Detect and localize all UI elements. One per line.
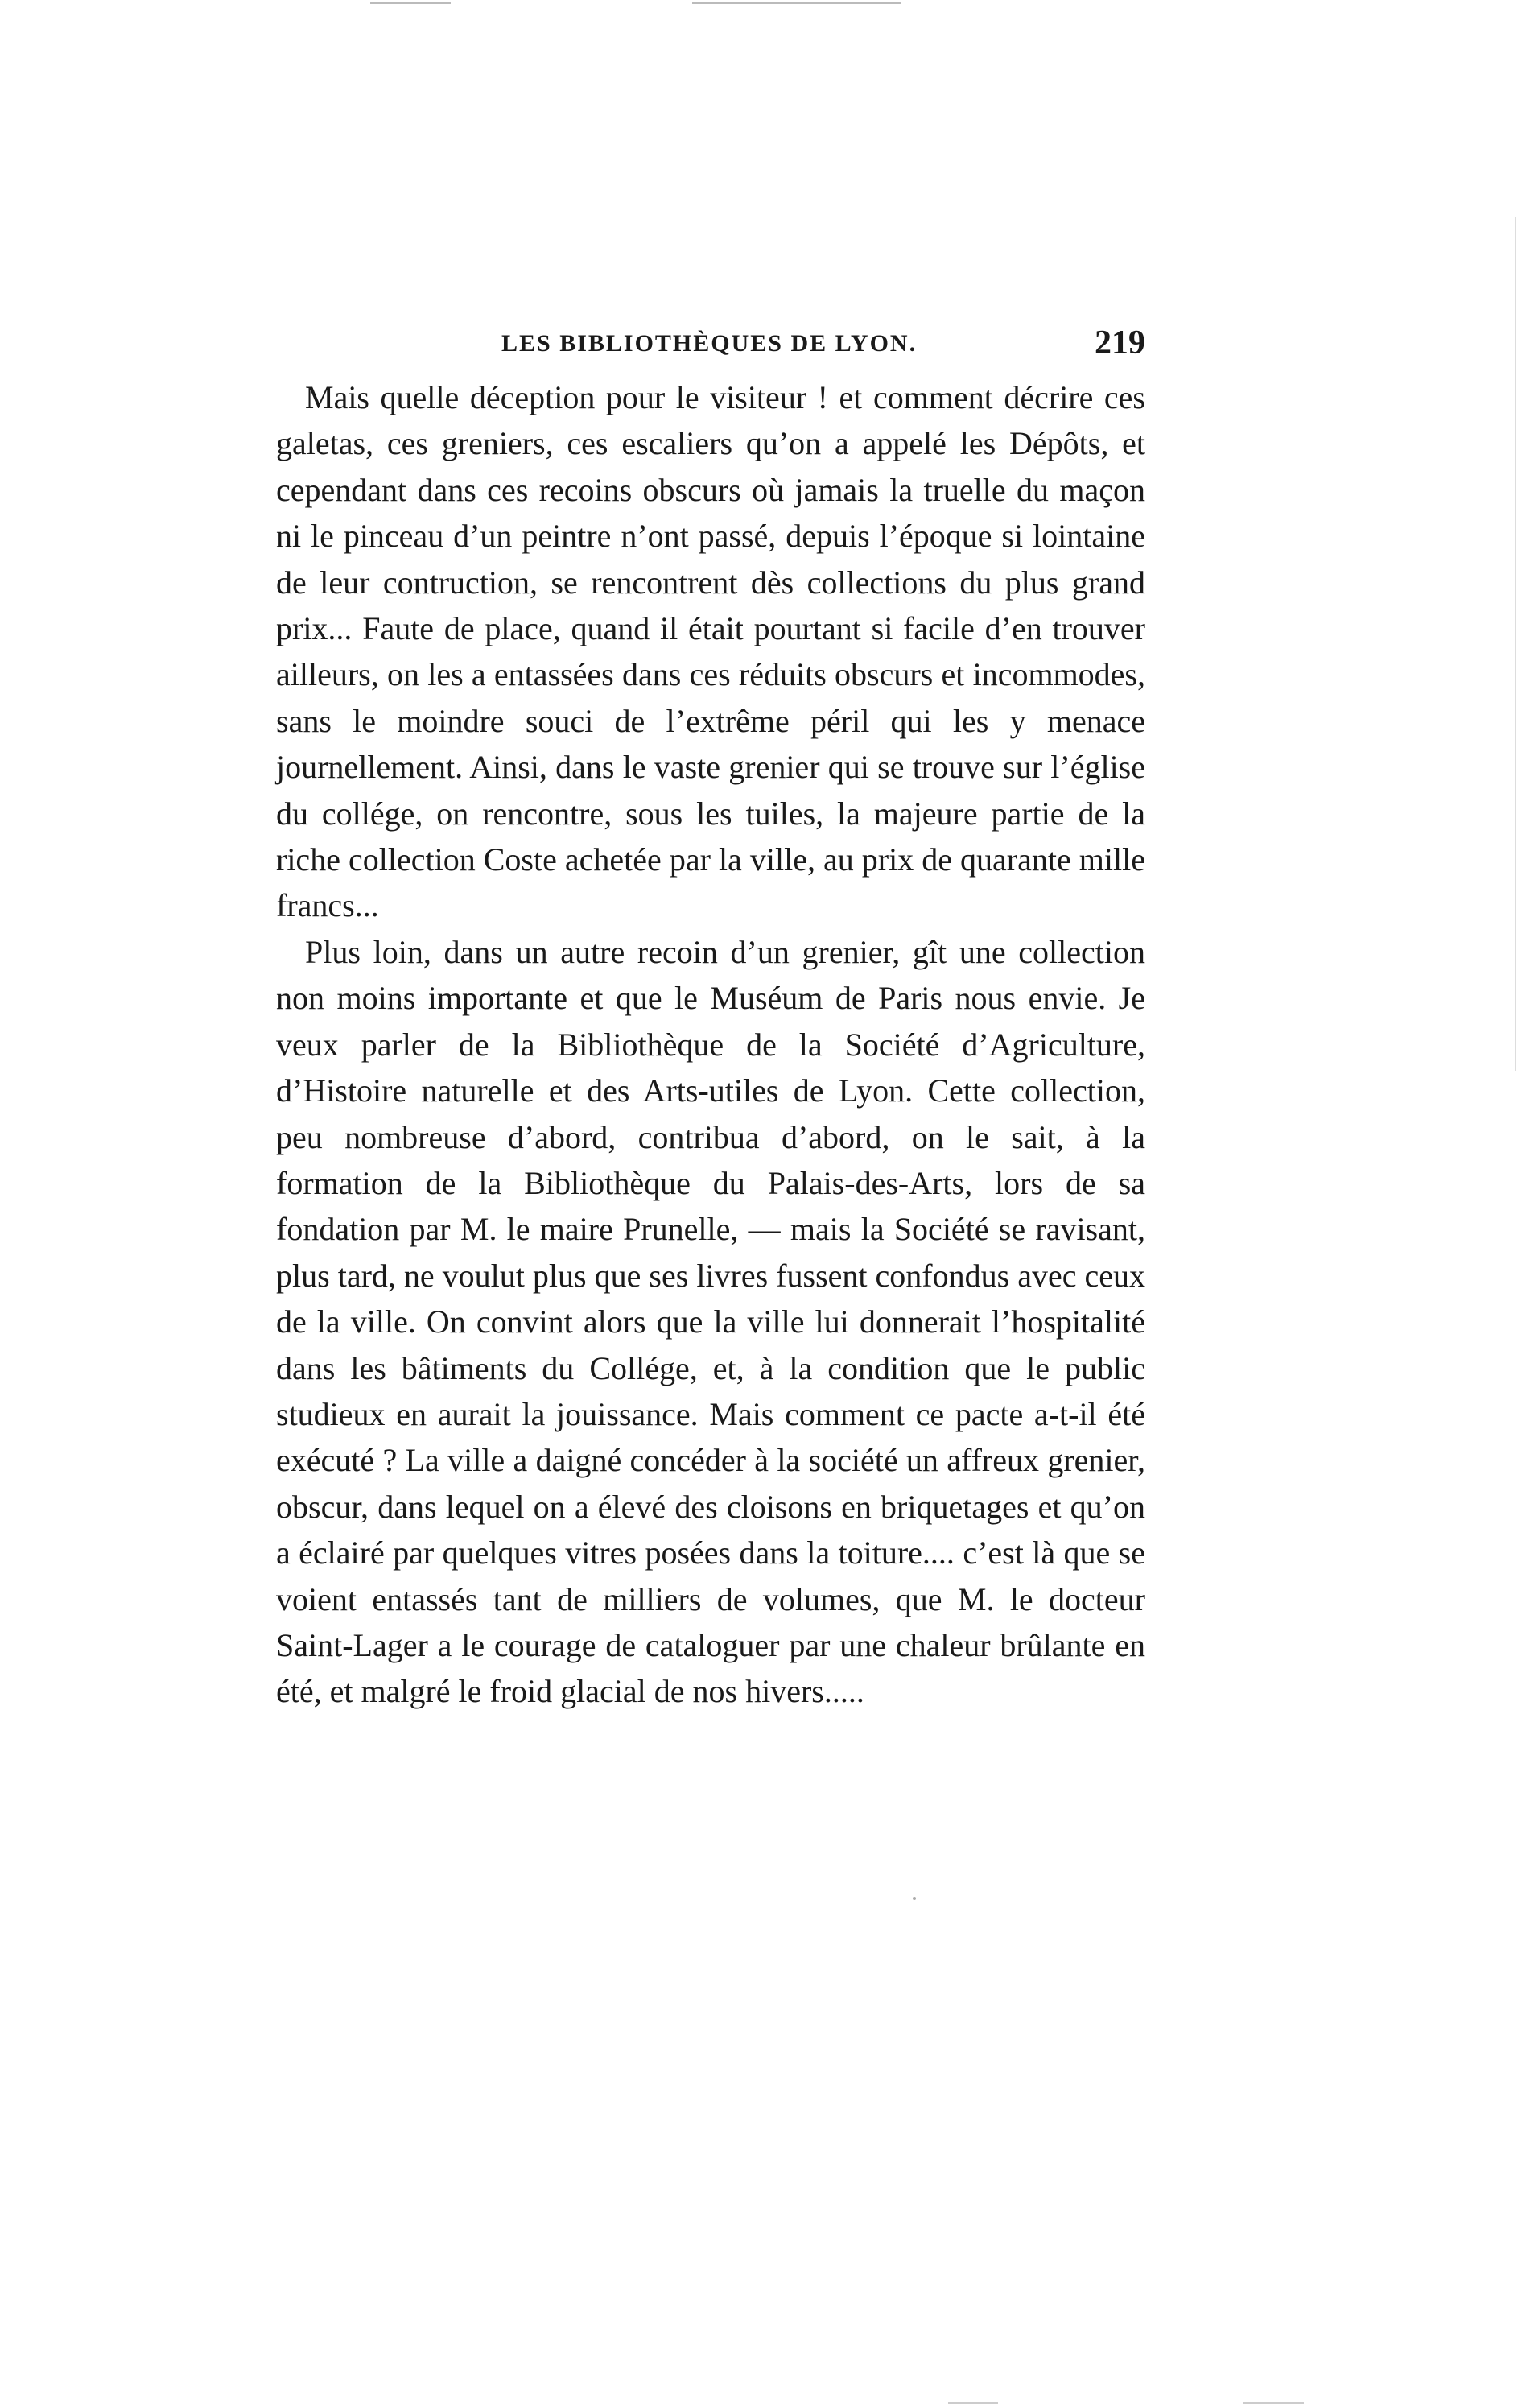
running-head [276, 324, 1145, 372]
page-number: 219 [1095, 324, 1145, 361]
paragraph: Plus loin, dans un autre recoin d’un grenier, gît une collection non moins importante et que le Muséum de Paris nous envie. Je veux parler de la Bibliothèque de la Société d’Agriculture, d’Histoire naturelle et des Arts-utiles de Lyon. Cette collection, peu nombreuse d’abord, contribua d’abord, on le sait, à la formation de la Bibliothèque du Palais-des-Arts, lors de sa fondation par M. le maire Prunelle, — mais la Société se ravisant, plus tard, ne voulut plus que ses livres fussent confondus avec ceux de la ville. On convint alors que la ville lui donnerait l’hospitalité dans les bâtiments du Collége, et, à la condition que le public studieux en aurait la jouissance. Mais comment ce pacte a-t-il été exécuté ? La ville a daigné concéder à la société un affreux grenier, obscur, dans lequel on a élevé des cloisons en briquetages et qu’on a éclairé par quelques vitres posées dans la toiture.... c’est là que se voient entassés tant de milliers de volumes, que M. le docteur Saint-Lager a le courage de cataloguer par une chaleur brûlante en été, et malgré le froid glacial de nos hivers..... [276, 933, 1145, 1710]
paragraph: Mais quelle déception pour le visiteur ! et comment décrire ces galetas, ces greniers, ces escaliers qu’on a appelé les Dépôts, et cependant dans ces recoins obscurs où jamais la truelle du maçon ni le pinceau d’un peintre n’ont passé, depuis l’époque si lointaine de leur contruction, se rencontrent dès collections du plus grand prix... Faute de place, quand il était pourtant si facile d’en trouver ailleurs, on les a entassées dans ces réduits obscurs et incommodes, sans le moindre souci de l’extrême péril qui les y menace journellement. Ainsi, dans le vaste grenier qui se trouve sur l’église du collége, on rencontre, sous les tuiles, la majeure partie de la riche collection Coste achetée par la ville, au prix de quarante mille francs... [276, 379, 1145, 924]
running-title: LES BIBLIOTHÈQUES DE LYON. [501, 330, 918, 357]
body-text [276, 374, 1145, 1715]
